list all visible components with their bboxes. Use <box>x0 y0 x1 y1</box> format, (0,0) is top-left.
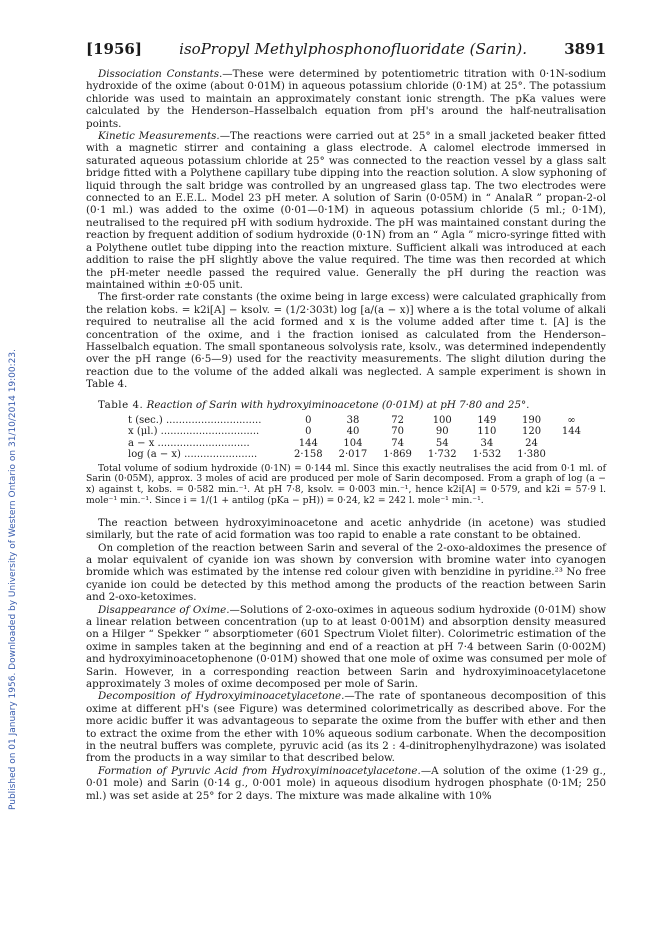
row-label: log (a − x) ....................... <box>128 449 258 461</box>
table-cell: 2·158 <box>294 449 323 461</box>
paragraph-text: —Solutions of 2-oxo-oximes in aqueous sodium hydroxide (0·01M) show a linear relation between concentration (up to at least 0·001M) and absorption density measured on a Hilger “ Spekker ” absorptiometer (601 Spectrum Violet filter). Colorimetric estimation of the oxime in samples taken at the beginning and end of a reaction at pH 7·4 between Sarin (0·002M) and hydroxyiminoacetophenone (0·01M) showed that one mole of oxime was consumed per mole of Sarin. However, in a corresponding reaction between Sarin and hydroxyiminoacetylacetone approximately 3 moles of oxime decomposed per mole of Sarin. <box>86 603 607 691</box>
table-note: Total volume of sodium hydroxide (0·1N) = 0·144 ml. Since this exactly neutralises the acid from 0·1 ml. of Sarin (0·05M), approx. 3 moles of acid are produced per mole of Sarin decomposed. From a graph of log (a − x) against t, kobs. = 0·582 min.⁻¹. At pH 7·8, ksolv. = 0·003 min.⁻¹, hence k2i[A] = 0·579, and k2i = 57·9 l. mole⁻¹ min.⁻¹. Since i = 1/(1 + antilog (pKa − pH)) = 0·24, k2 = 242 l. mole⁻¹ min.⁻¹. <box>86 462 606 506</box>
table-cell: 34 <box>480 437 494 449</box>
table-cell: 2·017 <box>338 449 368 461</box>
paragraph-text: On completion of the reaction between Sarin and several of the 2-oxo-aldoximes the presence of a molar equivalent of cyanide ion was shown by conversion with bromine water into cyanogen bromide which was estimated by the intense red colour given with benzidine in pyridine.²³ No free cyanide ion could be detected by this method among the products of the reaction between Sarin and 2-oxo-ketoximes. <box>86 541 606 604</box>
table-row <box>128 415 589 427</box>
paragraph-text: —The rate of spontaneous decomposition of this oxime at different pH's (see Figure) was determined colorimetrically as described above. For the more acidic buffer it was advantageous to separate the oxime from the buffer with ether and then to extract the oxime from the ether with 10% aqueous sodium carbonate. When the decomposition in the neutral buffers was complete, pyruvic acid (as its 2 : 4-dinitrophenylhydrazone) was isolated from the products in a way similar to that described below. <box>86 690 606 765</box>
page-body <box>86 40 606 802</box>
table-cell: 144 <box>561 426 581 438</box>
paragraph-heading: Formation of Pyruvic Acid from Hydroxyiminoacetylacetone. <box>98 764 421 777</box>
table-cell <box>554 449 589 461</box>
table-cell: 110 <box>477 426 497 438</box>
table-cell: 0 <box>305 426 312 438</box>
table-cell: 38 <box>346 414 360 426</box>
before-paragraph <box>86 291 606 390</box>
paragraph-text: The first-order rate constants (the oxime being in large excess) were calculated graphically from the relation kobs. = k2i[A] − ksolv. = (1/2·303t) log [a/(a − x)] where a is the total volume of alkali required to neutralise all the acid formed and x is the volume added after time t. [A] is the concentration of the oxime, and i the fraction ionised as calculated from the Henderson–Hasselbalch equation. The small spontaneous solvolysis rate, ksolv., was determined independently over the pH range (6·5—9) used for the reactivity measurements. The slight dilution during the reaction due to the volume of the added alkali was neglected. A sample experiment is shown in Table 4. <box>86 291 606 391</box>
table-caption <box>98 399 606 411</box>
table-cell: 70 <box>391 426 404 438</box>
table-row <box>128 449 589 461</box>
paragraph-heading: Disappearance of Oxime. <box>98 603 230 616</box>
row-label: a − x ............................. <box>128 437 250 449</box>
table-cell: 190 <box>521 414 542 426</box>
page-number: 3891 <box>564 40 606 58</box>
paragraph-heading: Decomposition of Hydroxyiminoacetylacetone. <box>98 690 345 703</box>
table-cell: ∞ <box>567 414 576 426</box>
table-cell: 1·380 <box>517 449 546 461</box>
table-cell: 1·532 <box>472 449 502 461</box>
paragraph-heading: Kinetic Measurements. <box>98 130 220 143</box>
table-cell: 120 <box>521 426 542 438</box>
row-label: t (sec.) .............................. <box>128 414 262 426</box>
table-cell: 1·732 <box>427 449 457 461</box>
table-cell: 90 <box>435 426 449 438</box>
table-cell: 149 <box>477 414 497 426</box>
table-cell: 72 <box>391 414 404 426</box>
header-title: isoPropyl Methylphosphonofluoridate (Sarin). <box>179 40 528 58</box>
paragraph-text: —A solution of the oxime (1·29 g., 0·01 mole) and Sarin (0·14 g., 0·001 mole) in aqueous disodium hydrogen phosphate (0·1M; 250 ml.) was set aside at 25° for 2 days. The mixture was made alkaline with 10% <box>86 764 607 802</box>
paragraph-text: The reaction between hydroxyiminoacetone and acetic anhydride (in acetone) was studied similarly, but the rate of acid formation was too rapid to enable a rate constant to be obtained. <box>86 516 606 542</box>
download-notice: Published on 01 January 1956. Downloaded by University of Western Ontario on 31/10/2014 19:00:23. <box>8 349 18 810</box>
table-cell: 0 <box>305 414 312 426</box>
table-cell: 1·869 <box>383 449 412 461</box>
table-cell: 54 <box>435 437 449 449</box>
table-cell <box>554 438 589 450</box>
table-cell: 144 <box>298 437 318 449</box>
before-paragraph <box>86 68 606 130</box>
running-header <box>86 40 606 58</box>
paragraph-heading: Dissociation Constants. <box>98 68 223 80</box>
header-year: [1956] <box>86 40 142 58</box>
row-label: x (μl.) ............................... <box>128 426 260 438</box>
table-cell: 74 <box>391 437 404 449</box>
table-cell: 24 <box>525 437 538 449</box>
after-paragraph <box>86 765 606 802</box>
table-row <box>128 438 589 450</box>
paragraph-text: —These were determined by potentiometric titration with 0·1N-sodium hydroxide of the oxime (about 0·01M) in aqueous potassium chloride (0·1M) at 25°. The potassium chloride was used to maintain an approximately constant ionic strength. The pKa values were calculated by the Henderson–Hasselbalch equation from pH's around the half-neutralisation points. <box>86 68 606 130</box>
table-cell: 100 <box>432 414 452 426</box>
table-number: Table 4. <box>98 398 144 411</box>
table-cell: 104 <box>343 437 363 449</box>
after-paragraph <box>86 604 606 691</box>
section-before-table <box>86 68 606 391</box>
table-cell: 40 <box>346 426 360 438</box>
table-title: Reaction of Sarin with hydroxyiminoacetone (0·01M) at pH 7·80 and 25°. <box>146 398 530 411</box>
after-paragraph <box>86 517 606 542</box>
section-after-table <box>86 517 606 802</box>
after-paragraph <box>86 542 606 604</box>
before-paragraph <box>86 130 606 291</box>
after-paragraph <box>86 690 606 764</box>
paragraph-text: —The reactions were carried out at 25° in a small jacketed beaker fitted with a magnetic stirrer and containing a glass electrode. A calomel electrode immersed in saturated aqueous potassium chloride at 25° was connected to the reaction vessel by a glass salt bridge fitted with a Polythene capillary tube dipping into the reaction solution. A slow syphoning of liquid through the salt bridge was controlled by an ungreased glass tap. The two electrodes were connected to an E.E.L. Model 23 pH meter. A solution of Sarin (0·05M) in “ AnalaR ” propan-2-ol (0·1 ml.) was added to the oxime (0·01—0·1M) in aqueous potassium chloride (5 ml.; 0·1M), neutralised to the required pH with sodium hydroxide. The pH was maintained constant during the reaction by frequent addition of sodium hydroxide (0·1N) from an “ Agla ” micro-syringe fitted with a Polythene outlet tube dipping into the reaction mixture. Sufficient alkali was introduced at each addition to raise the pH slightly above the value required. The time was then recorded at which the pH-meter needle passed the required value. Generally the pH during the reaction was maintained within ±0·05 unit. <box>86 130 606 291</box>
table-row <box>128 426 589 438</box>
data-table <box>128 415 589 461</box>
